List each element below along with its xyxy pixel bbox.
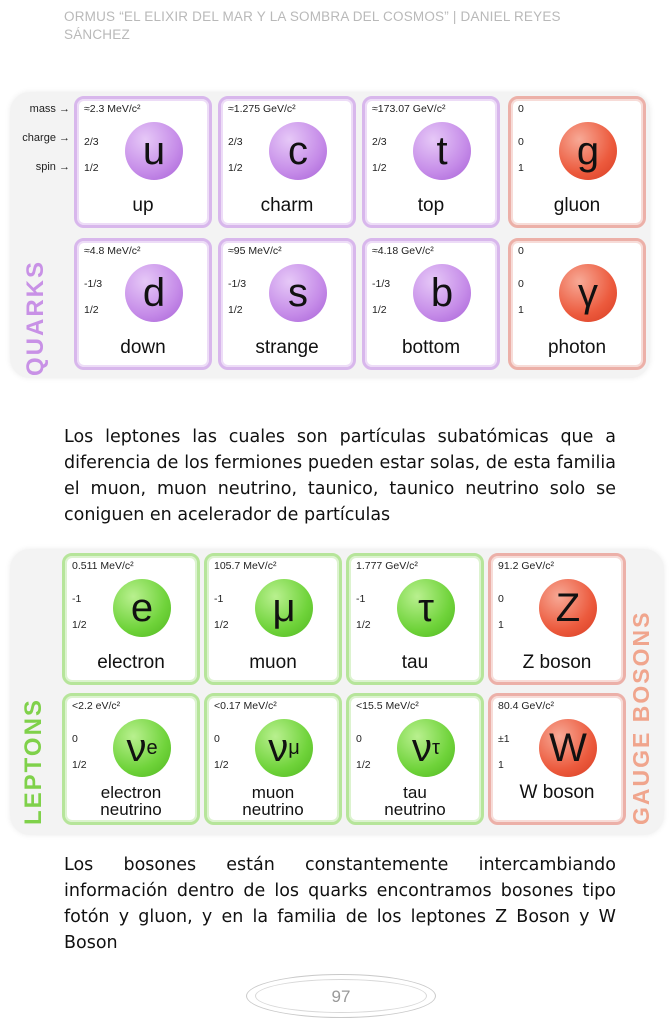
spin-value: 1/2 — [84, 162, 99, 174]
spin-value: 1 — [518, 304, 524, 316]
spin-value: 1 — [518, 162, 524, 174]
particle-name: bottom — [401, 337, 461, 358]
mass-key: mass → — [29, 103, 70, 115]
particle-card-down — [74, 238, 212, 370]
particle-name: tau — [401, 652, 429, 673]
particle-name-line1: tau — [403, 783, 427, 802]
charge-value: -1/3 — [84, 278, 103, 290]
mass-value: <0.17 MeV/c² — [214, 700, 277, 712]
charge-value: 0 — [356, 733, 362, 745]
spin-value: 1/2 — [372, 162, 387, 174]
charge-value: -1 — [72, 593, 82, 605]
gauge-bosons-group-label: GAUGE BOSONS — [628, 610, 654, 825]
neutrino-nu: ν — [126, 725, 147, 770]
paragraph-leptons: Los leptones las cuales son partículas subatómicas que a diferencia de los fermiones pueden estar solas, de esta familia el muon, muon neutrino, taunico, taunico neutrino solo se coniguen en acelerador de partículas — [64, 427, 616, 525]
mass-value: 105.7 MeV/c² — [214, 560, 277, 572]
charge-value: ±1 — [498, 733, 510, 745]
charge-value: 2/3 — [84, 136, 99, 148]
particle-card-charm — [218, 96, 356, 228]
particle-symbol: γ — [559, 264, 617, 322]
particle-name — [65, 784, 197, 818]
particle-name: up — [132, 195, 154, 216]
particle-symbol: s — [269, 264, 327, 322]
particle-name: photon — [547, 337, 607, 358]
particle-name: gluon — [553, 195, 601, 216]
particle-symbol: u — [125, 122, 183, 180]
particle-symbol: d — [125, 264, 183, 322]
particle-name: strange — [255, 337, 319, 358]
particle-card-bottom — [362, 238, 500, 370]
mass-value: ≈4.8 MeV/c² — [84, 245, 141, 257]
particle-name — [207, 784, 339, 818]
charge-value: 0 — [72, 733, 78, 745]
particle-card-gluon — [508, 96, 646, 228]
leptons-group-label: LEPTONS — [20, 698, 47, 825]
particle-symbol — [397, 719, 455, 777]
spin-value: 1 — [498, 619, 504, 631]
page-number: 97 — [331, 987, 351, 1006]
spin-value: 1/2 — [214, 619, 229, 631]
spin-key: spin → — [35, 161, 70, 173]
spin-value: 1/2 — [228, 304, 243, 316]
spin-value: 1 — [498, 759, 504, 771]
particle-name-line2: neutrino — [242, 800, 304, 819]
charge-value: 0 — [498, 593, 504, 605]
neutrino-nu: ν — [412, 725, 433, 770]
particle-symbol: c — [269, 122, 327, 180]
particle-name — [349, 784, 481, 818]
mass-value: ≈4.18 GeV/c² — [372, 245, 434, 257]
neutrino-nu: ν — [268, 725, 289, 770]
particle-card-up — [74, 96, 212, 228]
particle-name: top — [417, 195, 445, 216]
mass-value: ≈1.275 GeV/c² — [228, 103, 296, 115]
particle-symbol: g — [559, 122, 617, 180]
mass-value: ≈173.07 GeV/c² — [372, 103, 446, 115]
particle-symbol: W — [539, 719, 597, 777]
particle-card-photon — [508, 238, 646, 370]
charge-value: -1 — [356, 593, 366, 605]
charge-value: 2/3 — [372, 136, 387, 148]
spin-value: 1/2 — [84, 304, 99, 316]
charge-value: 0 — [518, 136, 524, 148]
page-number-badge — [246, 974, 436, 1018]
spin-value: 1/2 — [72, 619, 87, 631]
quarks-group-label: QUARKS — [22, 259, 49, 376]
mass-value: ≈95 MeV/c² — [228, 245, 282, 257]
spin-value: 1/2 — [356, 759, 371, 771]
particle-card-muon — [204, 553, 342, 685]
particle-symbol — [113, 719, 171, 777]
spin-value: 1/2 — [356, 619, 371, 631]
particle-card-w-boson — [488, 693, 626, 825]
particle-symbol: b — [413, 264, 471, 322]
particle-name: down — [120, 337, 166, 358]
particle-name-line1: electron — [100, 783, 162, 802]
charge-value: 2/3 — [228, 136, 243, 148]
neutrino-subscript: μ — [288, 736, 300, 759]
particle-card-tau-neutrino — [346, 693, 484, 825]
running-header: ORMUS “EL ELIXIR DEL MAR Y LA SOMBRA DEL COSMOS” | DANIEL REYES SÁNCHEZ — [64, 9, 561, 42]
mass-value: <2.2 eV/c² — [72, 700, 121, 712]
particle-name: muon — [249, 652, 297, 673]
particle-name-line1: muon — [251, 783, 295, 802]
particle-symbol: τ — [397, 579, 455, 637]
particle-symbol — [255, 719, 313, 777]
particle-name-line2: neutrino — [384, 800, 446, 819]
particle-name: W boson — [519, 782, 595, 803]
charge-value: 0 — [214, 733, 220, 745]
quarks-figure — [10, 92, 650, 378]
spin-value: 1/2 — [72, 759, 87, 771]
particle-name: electron — [97, 652, 165, 673]
particle-symbol: e — [113, 579, 171, 637]
particle-name: Z boson — [522, 652, 592, 673]
charge-value: 0 — [518, 278, 524, 290]
spin-value: 1/2 — [214, 759, 229, 771]
particle-card-z-boson — [488, 553, 626, 685]
mass-value: 0.511 MeV/c² — [72, 560, 134, 572]
particle-card-top — [362, 96, 500, 228]
paragraph-bosons: Los bosones están constantemente intercambiando información dentro de los quarks encontramos bosones tipo fotón y gluon, y en la familia de los leptones Z Boson y W Boson — [64, 855, 616, 953]
property-keys — [10, 100, 70, 187]
mass-value: ≈2.3 MeV/c² — [84, 103, 141, 115]
particle-symbol: t — [413, 122, 471, 180]
particle-card-electron-neutrino — [62, 693, 200, 825]
leptons-figure — [10, 549, 664, 835]
mass-value: 0 — [518, 245, 524, 257]
particle-card-strange — [218, 238, 356, 370]
mass-value: 91.2 GeV/c² — [498, 560, 555, 572]
particle-name-line2: neutrino — [100, 800, 162, 819]
neutrino-subscript: e — [146, 736, 158, 759]
particle-symbol: μ — [255, 579, 313, 637]
particle-symbol: Z — [539, 579, 597, 637]
particle-card-electron — [62, 553, 200, 685]
particle-card-tau — [346, 553, 484, 685]
particle-card-muon-neutrino — [204, 693, 342, 825]
particle-name: charm — [260, 195, 314, 216]
spin-value: 1/2 — [228, 162, 243, 174]
spin-value: 1/2 — [372, 304, 387, 316]
neutrino-subscript: τ — [432, 736, 440, 759]
charge-value: -1/3 — [228, 278, 247, 290]
mass-value: 80.4 GeV/c² — [498, 700, 555, 712]
charge-value: -1 — [214, 593, 224, 605]
mass-value: 1.777 GeV/c² — [356, 560, 418, 572]
mass-value: <15.5 MeV/c² — [356, 700, 419, 712]
mass-value: 0 — [518, 103, 524, 115]
charge-key: charge → — [22, 132, 70, 144]
charge-value: -1/3 — [372, 278, 391, 290]
